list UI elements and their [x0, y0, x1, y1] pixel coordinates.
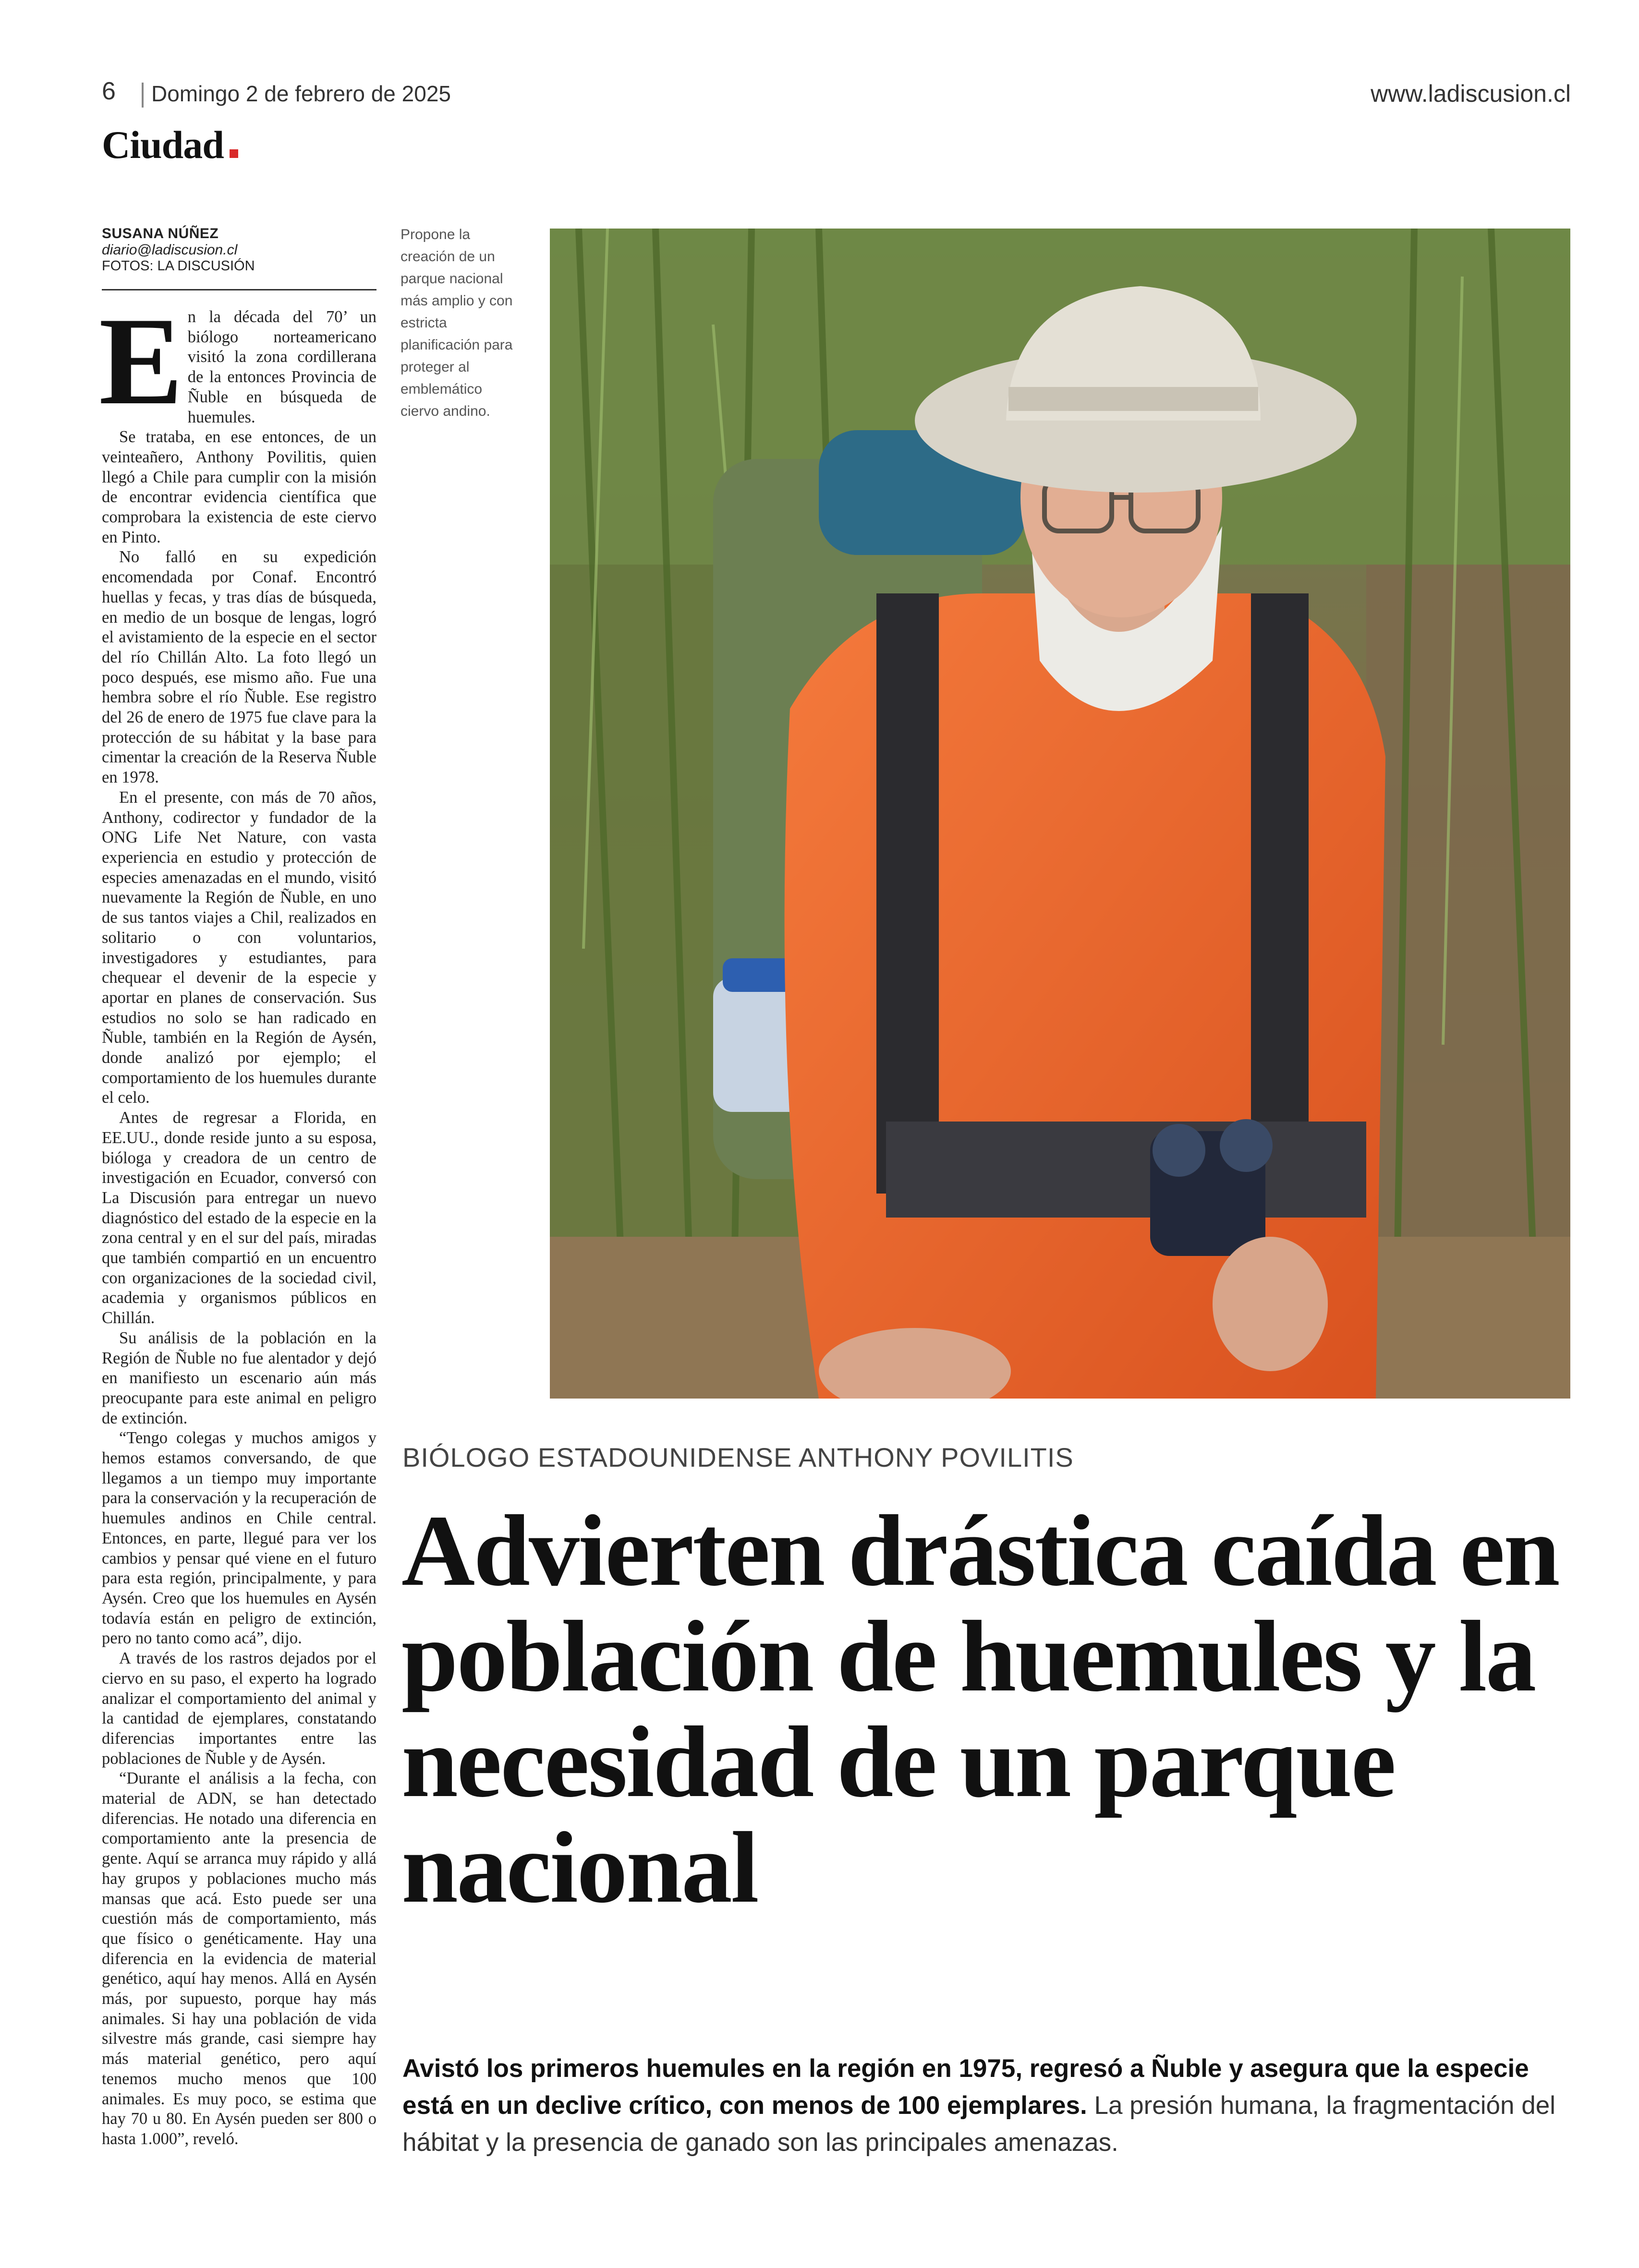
issue-date: Domingo 2 de febrero de 2025	[151, 81, 451, 106]
article-paragraph: Su análisis de la población en la Región de Ñuble no fue alentador y dejó en manifiesto un escenario aún más preocupante para este animal en peligro de extinción.	[102, 1328, 376, 1427]
byline	[102, 226, 376, 274]
deck	[402, 2050, 1574, 2161]
article-paragraph: Se trataba, en ese entonces, de un veinteañero, Anthony Povilitis, quien llegó a Chile para cumplir con la misión de encontrar evidencia científica que comprobara la existencia de este ciervo en Pinto.	[102, 428, 376, 546]
page-number: 6	[102, 77, 116, 105]
photo-illustration	[550, 229, 1570, 1399]
article-paragraph: A través de los rastros dejados por el ciervo en su paso, el experto ha logrado analizar el comportamiento del animal y la cantidad de ejemplares, constatando diferencias importantes entre las poblaciones de Ñuble y de Aysén.	[102, 1649, 376, 1768]
byline-rule	[102, 289, 376, 290]
kicker: BIÓLOGO ESTADOUNIDENSE ANTHONY POVILITIS	[402, 1442, 1074, 1472]
article-paragraph: “Durante el análisis a la fecha, con material de ADN, se han detectado diferencias. He notado una diferencia en comportamiento ante la presencia de gente. Aquí se arranca muy rápido y allá hay grupos y poblaciones mucho más mansas que acá. Esto puede ser una cuestión más de comportamiento, más que físico o genéticamente. Hay una diferencia en la evidencia de material genético, aquí hay menos. Allá en Aysén más, por supuesto, porque hay más animales. Si hay una población de vida silvestre más grande, casi siempre hay más material genético, pero aquí tenemos mucho menos que 100 animales. Es muy poco, se estima que hay 70 u 80. En Aysén pueden ser 800 o hasta 1.000”, reveló.	[102, 1769, 376, 2148]
deck-regular: La presión humana, la fragmentación del hábitat y la presencia de ganado son las principales amenazas.	[402, 2091, 1555, 2157]
author-email: diario@ladiscusion.cl	[102, 242, 238, 258]
site-url: www.ladiscusion.cl	[1371, 80, 1571, 107]
article-paragraph: “Tengo colegas y muchos amigos y hemos estamos conversando, de que llegamos a un tiempo muy importante para la conservación y la recuperación de huemules andinos en Chile central. Entonces, en parte, llegué para ver los cambios y pensar qué viene en el futuro para esta región, principalmente, y para Aysén. Creo que los huemules en Aysén todavía están en peligro de extinción, pero no tanto como acá”, dijo.	[102, 1429, 376, 1648]
drop-cap: E	[99, 291, 183, 431]
section-title	[102, 122, 238, 168]
photo-credit: FOTOS: LA DISCUSIÓN	[102, 258, 255, 274]
header-divider	[142, 83, 144, 108]
section-label: Ciudad	[102, 123, 224, 167]
article-paragraph: No falló en su expedición encomendada por Conaf. Encontró huellas y fecas, y tras días de búsqueda, en medio de un bosque de lengas, logró el avistamiento de la especie en el sector del río Chillán Alto. La foto llegó un poco después, ese mismo año. Fue una hembra sobre el río Ñuble. Ese registro del 26 de enero de 1975 fue clave para la protección de su hábitat y la base para cimentar la creación de la Reserva Ñuble en 1978.	[102, 548, 376, 787]
article-photo	[550, 229, 1570, 1399]
sidebar-summary: Propone la creación de un parque nacional más amplio y con estricta planificación para proteger al emblemático ciervo andino.	[401, 227, 513, 419]
deck-bold: Avistó los primeros huemules en la región en 1975, regresó a Ñuble y asegura que la especie está en un declive crítico, con menos de 100 ejemplares.	[402, 2054, 1529, 2120]
article-body	[99, 291, 376, 2149]
article-paragraph: En el presente, con más de 70 años, Anthony, codirector y fundador de la ONG Life Net Nature, con vasta experiencia en estudio y protección de especies amenazadas en el mundo, visitó nuevamente la Región de Ñuble, en uno de sus tantos viajes a Chil, realizados en solitario o con voluntarios, investigadores y estudiantes, para chequear el devenir de la especie y aportar en planes de conservación. Sus estudios no solo se han radicado en Ñuble, también en la Región de Aysén, donde analizó por ejemplo; el comportamiento de los huemules durante el celo.	[102, 788, 376, 1107]
headline: Advierten drástica caída en población de huemules y la necesidad de un parque nacional	[401, 1494, 1559, 1924]
author-name: SUSANA NÚÑEZ	[102, 226, 219, 241]
article-paragraph: Antes de regresar a Florida, en EE.UU., donde reside junto a su esposa, bióloga y creadora de un centro de investigación en Ecuador, conversó con La Discusión para entregar un nuevo diagnóstico del estado de la especie en la zona central y en el sur del país, miradas que también compartió en un encuentro con organizaciones de la sociedad civil, academia y organismos públicos en Chillán.	[102, 1109, 376, 1327]
section-dot	[230, 149, 238, 158]
article-paragraph: n la década del 70’ un biólogo norteamericano visitó la zona cordillerana de la entonces Provincia de Ñuble en búsqueda de huemules.	[187, 308, 376, 426]
